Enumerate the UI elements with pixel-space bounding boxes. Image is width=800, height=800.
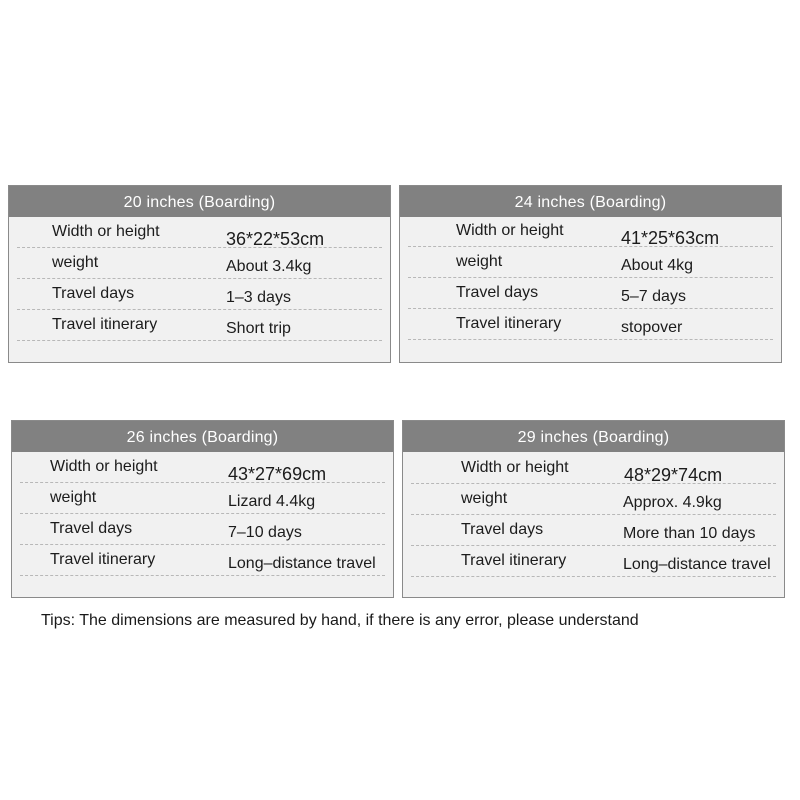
spec-label: weight (50, 489, 97, 506)
spec-label: weight (461, 490, 508, 507)
spec-value: 1–3 days (226, 289, 291, 306)
spec-value: Long–distance travel (623, 556, 771, 573)
spec-row-itinerary (9, 310, 390, 341)
size-card-29-inch (402, 420, 785, 598)
spec-row-travel-days (12, 514, 393, 545)
spec-value: More than 10 days (623, 525, 756, 542)
spec-value: Approx. 4.9kg (623, 494, 722, 511)
spec-row-weight (403, 484, 784, 515)
card-title: 20 inches (Boarding) (9, 186, 390, 217)
spec-label: Travel itinerary (50, 551, 156, 568)
spec-value: 7–10 days (228, 524, 302, 541)
spec-row-dimensions (12, 452, 393, 483)
spec-row-travel-days (403, 515, 784, 546)
spec-row-dimensions (400, 216, 781, 247)
size-card-20-inch (8, 185, 391, 363)
spec-value: 5–7 days (621, 288, 686, 305)
spec-value: 43*27*69cm (228, 464, 327, 484)
card-title: 29 inches (Boarding) (403, 421, 784, 452)
dashed-divider (411, 576, 776, 577)
card-title: 24 inches (Boarding) (400, 186, 781, 217)
spec-value: 41*25*63cm (621, 228, 720, 248)
spec-value: About 3.4kg (226, 258, 312, 275)
dashed-divider (17, 340, 382, 341)
spec-row-weight (12, 483, 393, 514)
spec-label: Travel days (461, 521, 544, 538)
spec-label: Width or height (461, 459, 569, 476)
spec-value: 36*22*53cm (226, 229, 325, 249)
spec-label: weight (52, 254, 99, 271)
spec-label: Width or height (456, 222, 564, 239)
dashed-divider (408, 339, 773, 340)
spec-label: weight (456, 253, 503, 270)
dashed-divider (20, 575, 385, 576)
spec-label: Width or height (52, 223, 160, 240)
spec-row-itinerary (403, 546, 784, 577)
spec-label: Travel itinerary (52, 316, 158, 333)
spec-row-travel-days (400, 278, 781, 309)
spec-value: Short trip (226, 320, 291, 337)
spec-value: Lizard 4.4kg (228, 493, 316, 510)
spec-label: Width or height (50, 458, 158, 475)
spec-row-dimensions (9, 217, 390, 248)
spec-value: stopover (621, 319, 683, 336)
spec-label: Travel days (52, 285, 135, 302)
spec-label: Travel days (456, 284, 539, 301)
spec-value: Long–distance travel (228, 555, 376, 572)
size-card-26-inch (11, 420, 394, 598)
spec-value: About 4kg (621, 257, 694, 274)
spec-row-travel-days (9, 279, 390, 310)
spec-row-itinerary (12, 545, 393, 576)
spec-value: 48*29*74cm (624, 465, 723, 485)
spec-row-itinerary (400, 309, 781, 340)
size-card-24-inch (399, 185, 782, 363)
spec-label: Travel itinerary (461, 552, 567, 569)
measurement-tips-note: Tips: The dimensions are measured by hand, if there is any error, please understand (41, 612, 639, 629)
spec-row-weight (400, 247, 781, 278)
spec-label: Travel itinerary (456, 315, 562, 332)
spec-row-weight (9, 248, 390, 279)
spec-label: Travel days (50, 520, 133, 537)
spec-row-dimensions (403, 453, 784, 484)
card-title: 26 inches (Boarding) (12, 421, 393, 452)
